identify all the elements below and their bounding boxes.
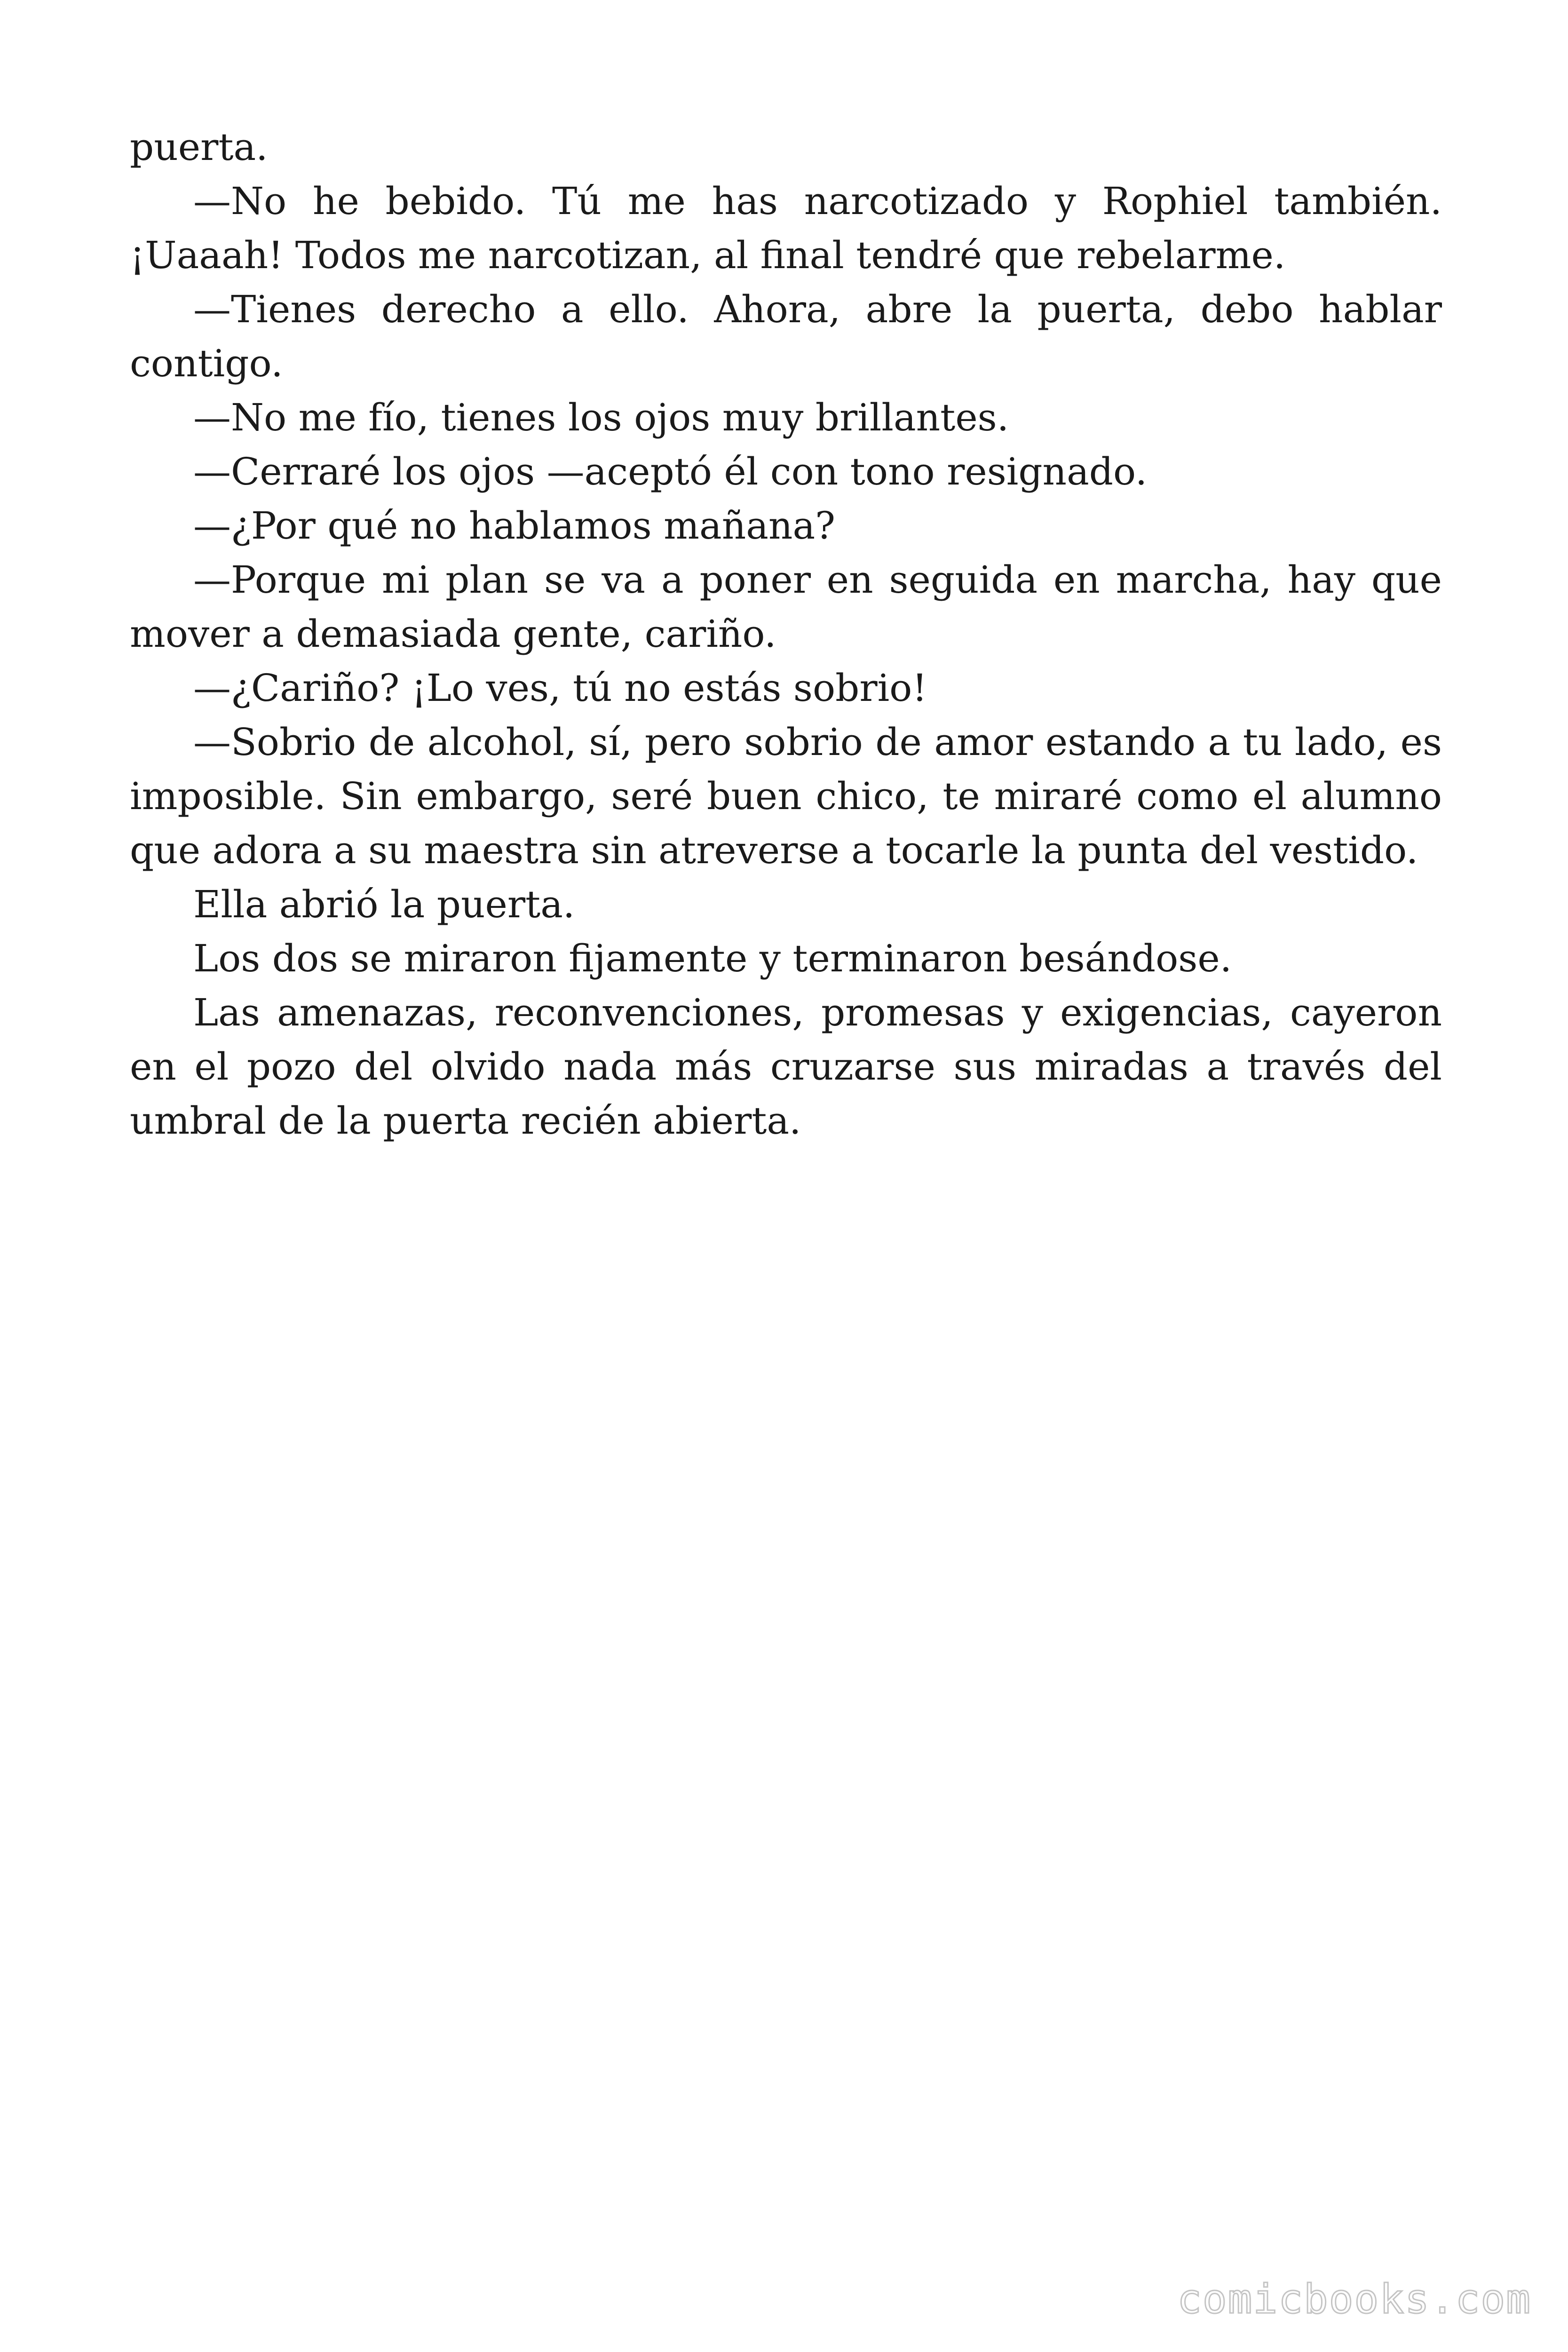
paragraph: —Cerraré los ojos —aceptó él con tono resignado. [193,450,1148,493]
paragraph: —¿Por qué no hablamos mañana? [193,504,836,548]
paragraph: Ella abrió la puerta. [193,882,575,926]
paragraph: —Porque mi plan se va a poner en seguida en marcha, hay que mover a demasiada gente, cariño. [130,558,1442,656]
body-text [130,120,1442,1148]
paragraph: puerta. [130,125,268,169]
paragraph: Las amenazas, reconvenciones, promesas y exigencias, cayeron en el pozo del olvido nada más cruzarse sus miradas a través del umbral de la puerta recién abierta. [130,991,1442,1143]
paragraph: —¿Cariño? ¡Lo ves, tú no estás sobrio! [193,666,927,710]
paragraph: —Sobrio de alcohol, sí, pero sobrio de amor estando a tu lado, es imposible. Sin embargo, seré buen chico, te miraré como el alumno que adora a su maestra sin atreverse a tocarle la punta del vestido. [130,720,1442,872]
paragraph: —No me fío, tienes los ojos muy brillantes. [193,396,1009,439]
paragraph: Los dos se miraron fijamente y terminaron besándose. [193,937,1232,980]
watermark: comicbooks.com [1177,2276,1531,2323]
paragraph: —Tienes derecho a ello. Ahora, abre la puerta, debo hablar contigo. [130,287,1442,385]
paragraph: —No he bebido. Tú me has narcotizado y Rophiel también. ¡Uaaah! Todos me narcotizan, al final tendré que rebelarme. [130,179,1442,277]
